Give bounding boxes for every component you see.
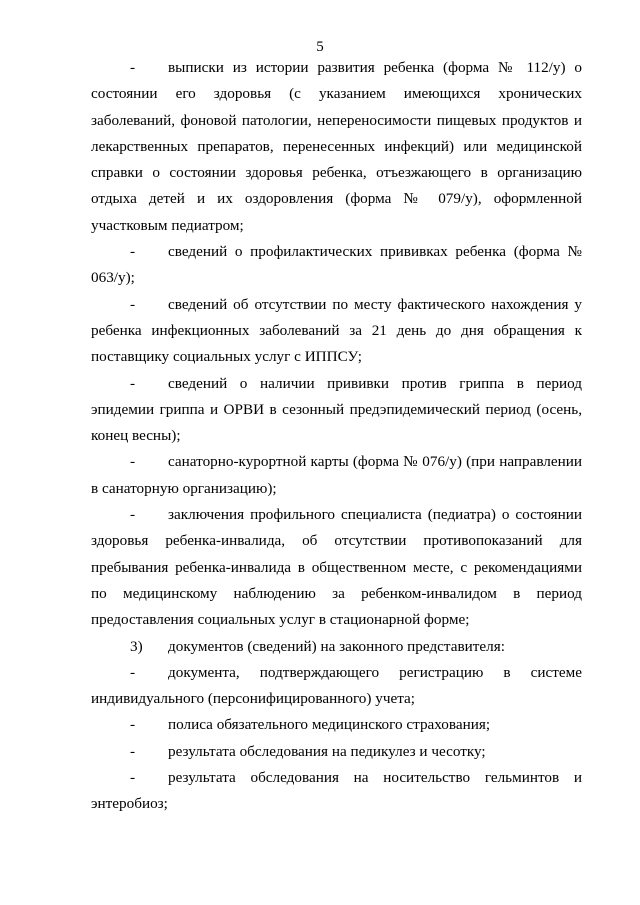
list-item-text: выписки из истории развития ребенка (форма № 112/у) о состоянии его здоровья (с указанием имеющихся хронических заболеваний, фоновой патологии, непереносимости пищевых продуктов и лекарственных препаратов, перенесенных инфекций) или медицинской справки о состоянии здоровья ребенка, отъезжающего в организацию отдыха детей и их оздоровления (форма № 079/у), оформленной участковым педиатром; (91, 59, 582, 234)
list-marker: - (130, 742, 136, 760)
list-item (91, 660, 582, 713)
numbered-item (91, 634, 582, 660)
list-marker: - (130, 769, 136, 787)
list-item-text: санаторно-курортной карты (форма № 076/у) (при направлении в санаторную организацию); (91, 453, 582, 497)
list-marker: - (130, 663, 136, 681)
list-item-text: результата обследования на носительство гельминтов и энтеробиоз; (91, 769, 582, 813)
list-item (91, 371, 582, 450)
list-item (91, 292, 582, 371)
list-item (91, 239, 582, 292)
list-item-text: заключения профильного специалиста (педиатра) о состоянии здоровья ребенка-инвалида, об отсутствии противопоказаний для пребывания ребенка-инвалида в общественном месте, с рекомендациями по медицинскому наблюдению за ребенком-инвалидом в период предоставления социальных услуг в стационарной форме; (91, 506, 582, 629)
page-number: 5 (316, 39, 324, 55)
list-marker: - (130, 295, 136, 313)
list-item (91, 502, 582, 633)
list-item (91, 739, 582, 765)
list-marker: - (130, 506, 136, 524)
list-item-text: результата обследования на педикулез и чесотку; (168, 742, 486, 760)
list-item (91, 712, 582, 738)
list-marker: - (130, 716, 136, 734)
list-item-text: документа, подтверждающего регистрацию в системе индивидуального (персонифицированного) учета; (91, 663, 582, 708)
list-item (91, 449, 582, 502)
list-marker: - (130, 453, 136, 471)
document-body (91, 55, 582, 818)
list-marker: - (130, 59, 136, 76)
list-item-text: сведений об отсутствии по месту фактического нахождения у ребенка инфекционных заболеваний за 21 день до дня обращения к поставщику социальных услуг с ИППСУ; (91, 295, 582, 366)
list-item (91, 765, 582, 818)
list-item (91, 55, 582, 239)
list-item-text: полиса обязательного медицинского страхования; (168, 716, 491, 734)
list-number: 3) (130, 637, 143, 655)
list-item-text: документов (сведений) на законного представителя: (168, 637, 505, 655)
list-marker: - (130, 374, 136, 392)
list-item-text: сведений о наличии прививки против гриппа в период эпидемии гриппа и ОРВИ в сезонный предэпидемический период (осень, конец весны); (91, 374, 582, 445)
list-marker: - (130, 243, 136, 261)
list-item-text: сведений о профилактических прививках ребенка (форма № 063/у); (91, 243, 582, 287)
